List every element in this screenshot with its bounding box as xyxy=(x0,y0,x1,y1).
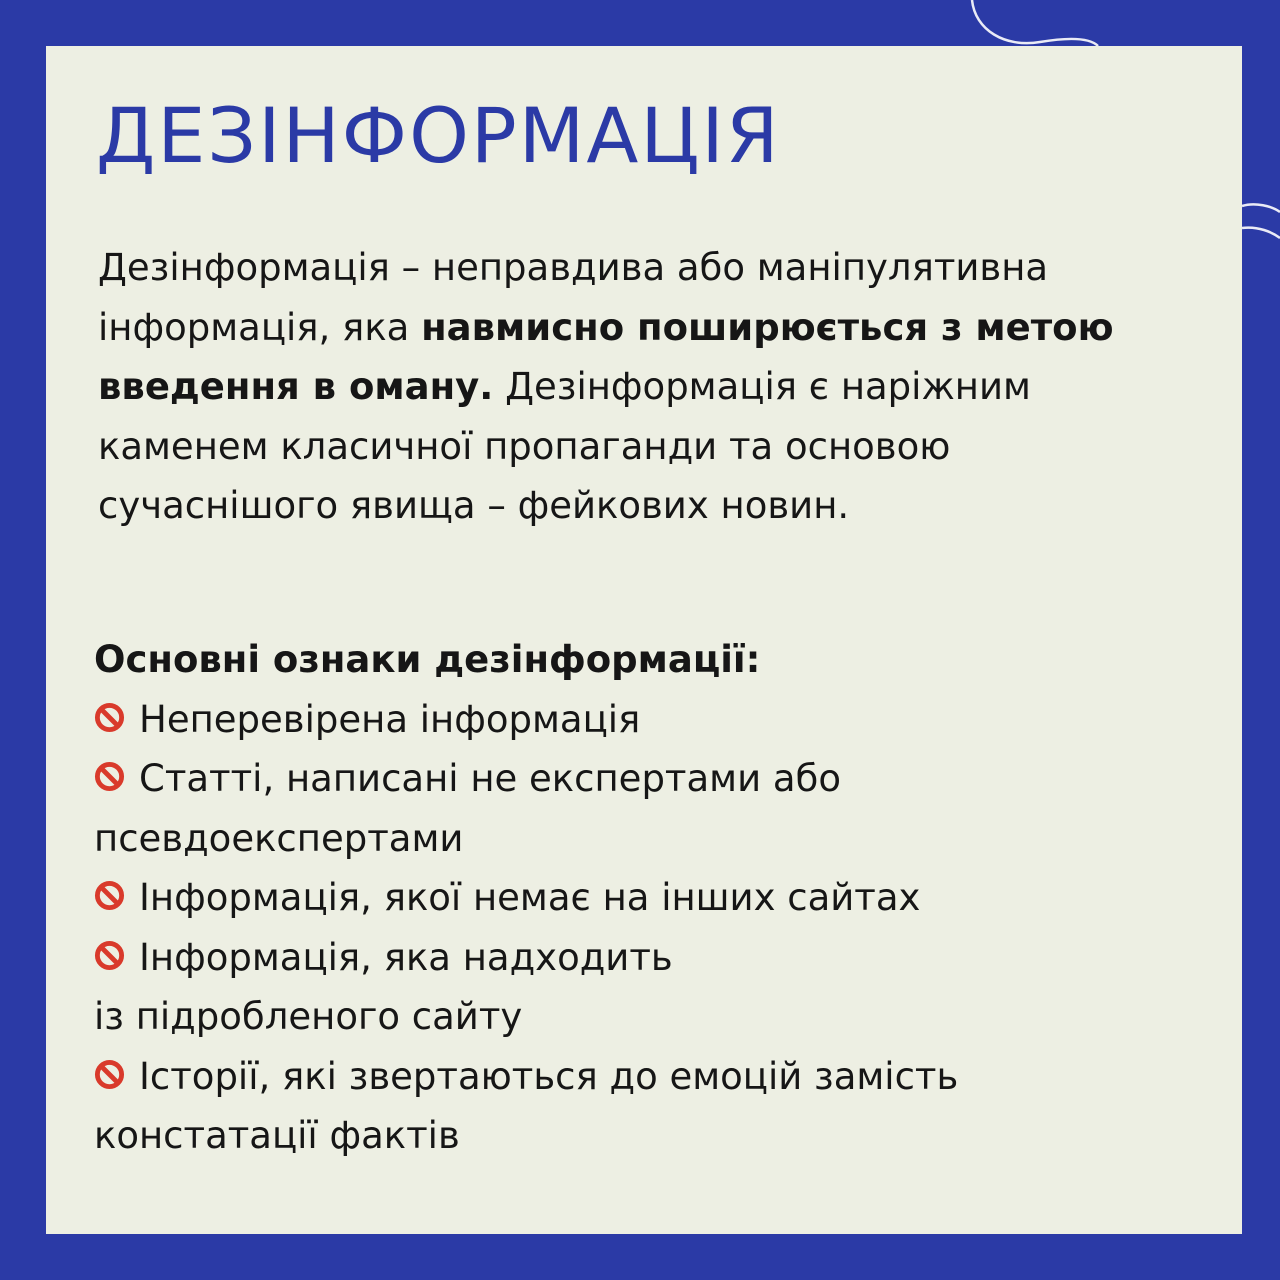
list-item-text: Історії, які звертаються до емоцій замість констатації фактів xyxy=(94,1054,959,1157)
intro-emphasis: навмисно поширюється з метою введення в оману. xyxy=(98,305,1114,408)
prohibited-icon xyxy=(94,1059,125,1090)
signs-section xyxy=(94,630,1194,1166)
list-item-text: Інформація, яка надходить із підробленого сайту xyxy=(94,935,673,1038)
prohibited-icon xyxy=(94,702,125,733)
list-item-text: Інформація, якої немає на інших сайтах xyxy=(139,876,921,919)
list-item xyxy=(94,928,1194,1047)
list-item xyxy=(94,868,1194,928)
page-title: ДЕЗІНФОРМАЦІЯ xyxy=(96,91,781,180)
list-item xyxy=(94,690,1194,750)
intro-text: Дезінформація – неправдива або маніпулятивна інформація, яка xyxy=(98,246,1049,349)
list-item xyxy=(94,1047,1194,1166)
signs-list xyxy=(94,690,1194,1166)
prohibited-icon xyxy=(94,880,125,911)
prohibited-icon xyxy=(94,761,125,792)
content-card xyxy=(46,46,1242,1234)
intro-paragraph xyxy=(98,238,1188,536)
list-item xyxy=(94,749,1194,868)
list-item-text: Неперевірена інформація xyxy=(139,697,641,741)
intro-text-continued: Дезінформація є наріжним каменем класичної пропаганди та основою сучаснішого явища – фейкових новин. xyxy=(98,365,1031,527)
signs-heading: Основні ознаки дезінформації: xyxy=(94,638,761,681)
prohibited-icon xyxy=(94,940,125,971)
list-item-text: Статті, написані не експертами або псевдоекспертами xyxy=(94,757,842,860)
